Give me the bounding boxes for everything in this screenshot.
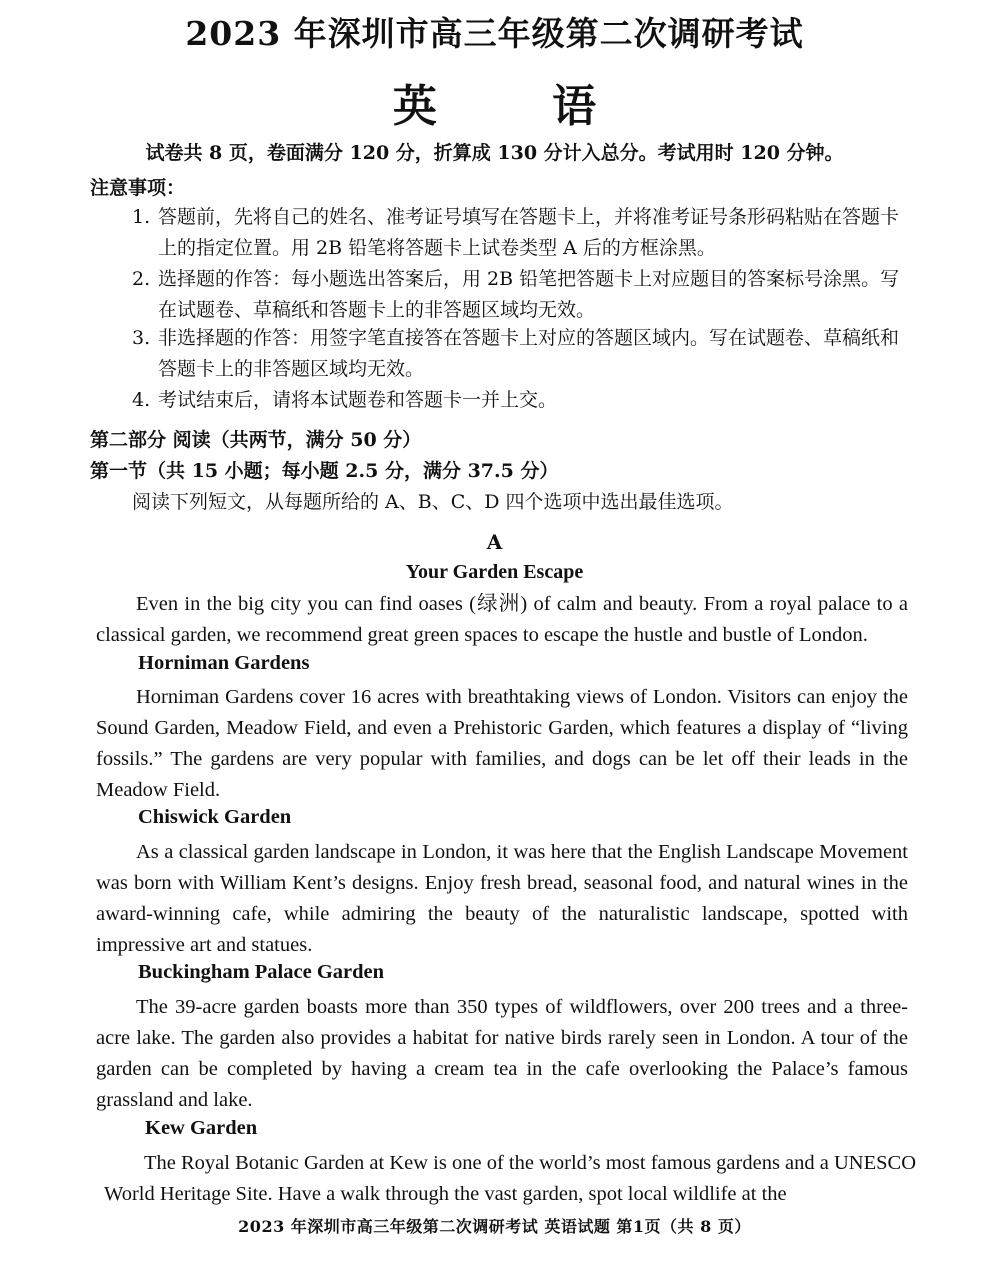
note-text: 答题前，先将自己的姓名、准考证号填写在答题卡上，并将准考证号条形码粘贴在答题卡上的指定位置。用 2B 铅笔将答题卡上试卷类型 A 后的方框涂黑。 — [158, 206, 900, 259]
note-item — [132, 385, 902, 416]
notes-heading: 注意事项： — [90, 177, 186, 199]
section-instructions: 阅读下列短文，从每题所给的 A、B、C、D 四个选项中选出最佳选项。 — [132, 491, 734, 513]
garden-description: The 39-acre garden boasts more than 350 types of wildflowers, over 200 trees and a three-acre lake. The garden also provides a habitat for native birds rarely seen in London. A tour of the garden can be completed by having a cream tea in the cafe overlooking the Palace’s famous grassland and lake. — [96, 996, 908, 1111]
note-item — [132, 264, 902, 326]
note-number: 4. — [132, 389, 151, 411]
note-item — [132, 202, 902, 264]
note-number: 1. — [132, 206, 151, 228]
page-footer: 2023 年深圳市高三年级第二次调研考试 英语试题 第1页（共 8 页） — [238, 1217, 751, 1236]
note-item — [132, 323, 902, 385]
passage-title: Your Garden Escape — [405, 561, 584, 583]
part-heading: 第二部分 阅读（共两节，满分 50 分） — [90, 429, 422, 451]
note-text: 选择题的作答：每小题选出答案后，用 2B 铅笔把答题卡上对应题目的答案标号涂黑。写在试题卷、草稿纸和答题卡上的非答题区域均无效。 — [158, 268, 900, 321]
passage-letter: A — [486, 530, 503, 554]
section-heading: 第一节（共 15 小题；每小题 2.5 分，满分 37.5 分） — [90, 460, 559, 482]
passage-intro: Even in the big city you can find oases (绿洲) of calm and beauty. From a royal palace to a classical garden, we recommend great green spaces to escape the hustle and bustle of London. — [96, 593, 908, 646]
garden-description: Horniman Gardens cover 16 acres with breathtaking views of London. Visitors can enjoy the Sound Garden, Meadow Field, and even a Prehistoric Garden, which features a display of “living fossils.” The gardens are very popular with families, and dogs can be let off their leads in the Meadow Field. — [96, 686, 908, 801]
garden-description: The Royal Botanic Garden at Kew is one of the world’s most famous gardens and a UNESCO World Heritage Site. Have a walk through the vast garden, spot local wildlife at the — [104, 1152, 917, 1205]
exam-intro: 试卷共 8 页，卷面满分 120 分，折算成 130 分计入总分。考试用时 120 分钟。 — [145, 142, 844, 164]
garden-description: As a classical garden landscape in London, it was here that the English Landscape Movement was born with William Kent’s designs. Enjoy fresh bread, seasonal food, and natural wines in the award-winning cafe, while admiring the beauty of the naturalistic landscape, spotted with impressive art and statues. — [96, 841, 908, 956]
garden-heading: Kew Garden — [145, 1117, 258, 1139]
garden-heading: Chiswick Garden — [138, 806, 292, 828]
note-number: 3. — [132, 327, 151, 349]
exam-title: 2023 年深圳市高三年级第二次调研考试 — [185, 14, 804, 53]
note-number: 2. — [132, 268, 151, 290]
note-text: 非选择题的作答：用签字笔直接答在答题卡上对应的答题区域内。写在试题卷、草稿纸和答题卡上的非答题区域均无效。 — [158, 327, 900, 380]
note-text: 考试结束后，请将本试题卷和答题卡一并上交。 — [158, 389, 558, 411]
subject-title: 英 语 — [392, 81, 647, 132]
garden-heading: Buckingham Palace Garden — [138, 961, 385, 983]
garden-heading: Horniman Gardens — [138, 652, 310, 674]
